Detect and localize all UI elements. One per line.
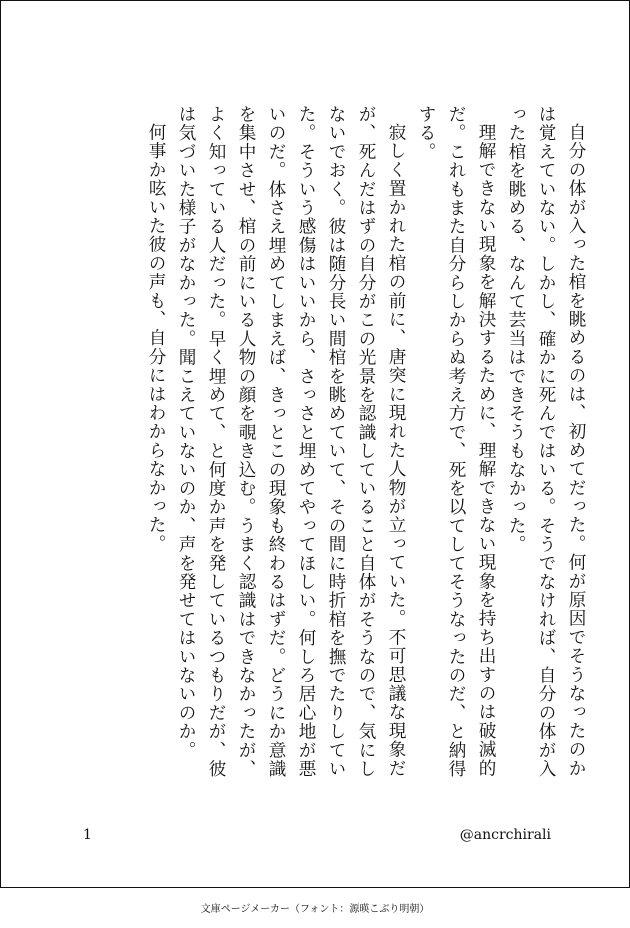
body-text	[41, 105, 591, 795]
paragraph: 寂しく置かれた棺の前に、唐突に現れた人物が立っていた。不可思議な現象だが、死んだはずの自分がこの光景を認識していること自体がそうなので、気にしないでおく。彼は随分長い間棺を眺めていて、その間に時折棺を撫でたりしていた。そういう感傷はいいから、さっさと埋めてやってほしい。何しろ居心地が悪いのだ。体さえ埋めてしまえば、きっとこの現象も終わるはずだ。どうにか意識を集中させ、棺の前にいる人物の顔を覗き込む。うまく認識はできなかったが、よく知っている人だった。早く埋めて、と何度か声を発しているつもりだが、彼は気づいた様子がなかった。聞こえていないのか、声を発せてはいないのか。	[176, 105, 406, 779]
footer-credit: 文庫ページメーカー（フォント：源暎こぶり明朝）	[200, 904, 430, 915]
paragraph: 何事か呟いた彼の声も、自分にはわからなかった。	[146, 122, 166, 553]
author-handle: @ancrchirali	[459, 827, 551, 843]
paragraph: 理解できない現象を解決するために、理解できない現象を持ち出すのは破滅的だ。これもまた自分らしからぬ考え方で、死を以てしてそうなったのだ、と納得する。	[416, 105, 496, 779]
paragraph: 自分の体が入った棺を眺めるのは、初めてだった。何が原因でそうなったのかは覚えていない。しかし、確かに死んではいる。そうでなければ、自分の体が入った棺を眺める、なんて芸当はできそうもなかった。	[506, 105, 586, 779]
page-number: 1	[83, 827, 92, 843]
